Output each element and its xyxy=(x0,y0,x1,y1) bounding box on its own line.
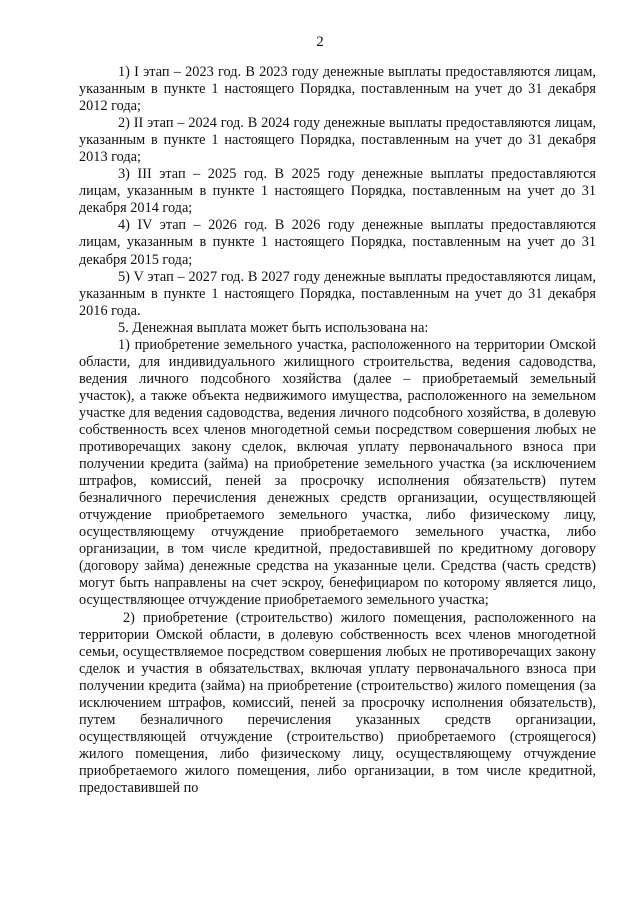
paragraph-stage-3: 3) III этап – 2025 год. В 2025 году денежные выплаты предоставляются лицам, указанным в пункте 1 настоящего Порядка, поставленным на учет до 31 декабря 2014 года; xyxy=(79,166,596,217)
paragraph-stage-1: 1) I этап – 2023 год. В 2023 году денежные выплаты предоставляются лицам, указанным в пункте 1 настоящего Порядка, поставленным на учет до 31 декабря 2012 года; xyxy=(79,64,596,115)
document-body xyxy=(79,64,596,797)
paragraph-stage-4: 4) IV этап – 2026 год. В 2026 году денежные выплаты предоставляются лицам, указанным в пункте 1 настоящего Порядка, поставленным на учет до 31 декабря 2015 года; xyxy=(79,217,596,268)
paragraph-point-5: 5. Денежная выплата может быть использована на: xyxy=(118,319,429,336)
paragraph-housing: 2) приобретение (строительство) жилого помещения, расположенного на территории Омской области, в долевую собственность всех членов многодетной семьи, осуществляемое посредством совершения любых не противоречащих закону сделок и участия в обязательствах, включая уплату первоначального взноса при получении кредита (займа) на приобретение (строительство) жилого помещения (за исключением штрафов, комиссий, пеней за просрочку исполнения обязательств), путем безналичного перечисления указанных средств организации, осуществляющей отчуждение (строительство) приобретаемого (строящегося) жилого помещения, либо физическому лицу, осуществляющему отчуждение приобретаемого жилого помещения, либо организации, в том числе кредитной, предоставившей по xyxy=(79,609,596,796)
paragraph-stage-5: 5) V этап – 2027 год. В 2027 году денежные выплаты предоставляются лицам, указанным в пункте 1 настоящего Порядка, поставленным на учет до 31 декабря 2016 года. xyxy=(79,268,596,319)
page-number: 2 xyxy=(316,34,324,50)
paragraph-land-plot: 1) приобретение земельного участка, расположенного на территории Омской области, для индивидуального жилищного строительства, ведения садоводства, ведения личного подсобного хозяйства (далее – приобретаемый земельный участок), а также объекта недвижимого имущества, расположенного на земельном участке для ведения садоводства, ведения личного подсобного хозяйства, в долевую собственность всех членов многодетной семьи посредством совершения любых не противоречащих закону сделок, включая уплату первоначального взноса при получении кредита (займа) на приобретение земельного участка (за исключением штрафов, комиссий, пеней за просрочку исполнения обязательств) путем безналичного перечисления денежных средств организации, осуществляющей отчуждение приобретаемого земельного участка, либо физическому лицу, осуществляющему отчуждение приобретаемого земельного участка, либо организации, в том числе кредитной, предоставившей по кредитному договору (договору займа) денежные средства на указанные цели. Средства (часть средств) могут быть направлены на счет эскроу, бенефициаром по которому является лицо, осуществляющее отчуждение приобретаемого земельного участка; xyxy=(79,336,596,609)
paragraph-stage-2: 2) II этап – 2024 год. В 2024 году денежные выплаты предоставляются лицам, указанным в пункте 1 настоящего Порядка, поставленным на учет до 31 декабря 2013 года; xyxy=(79,115,596,166)
